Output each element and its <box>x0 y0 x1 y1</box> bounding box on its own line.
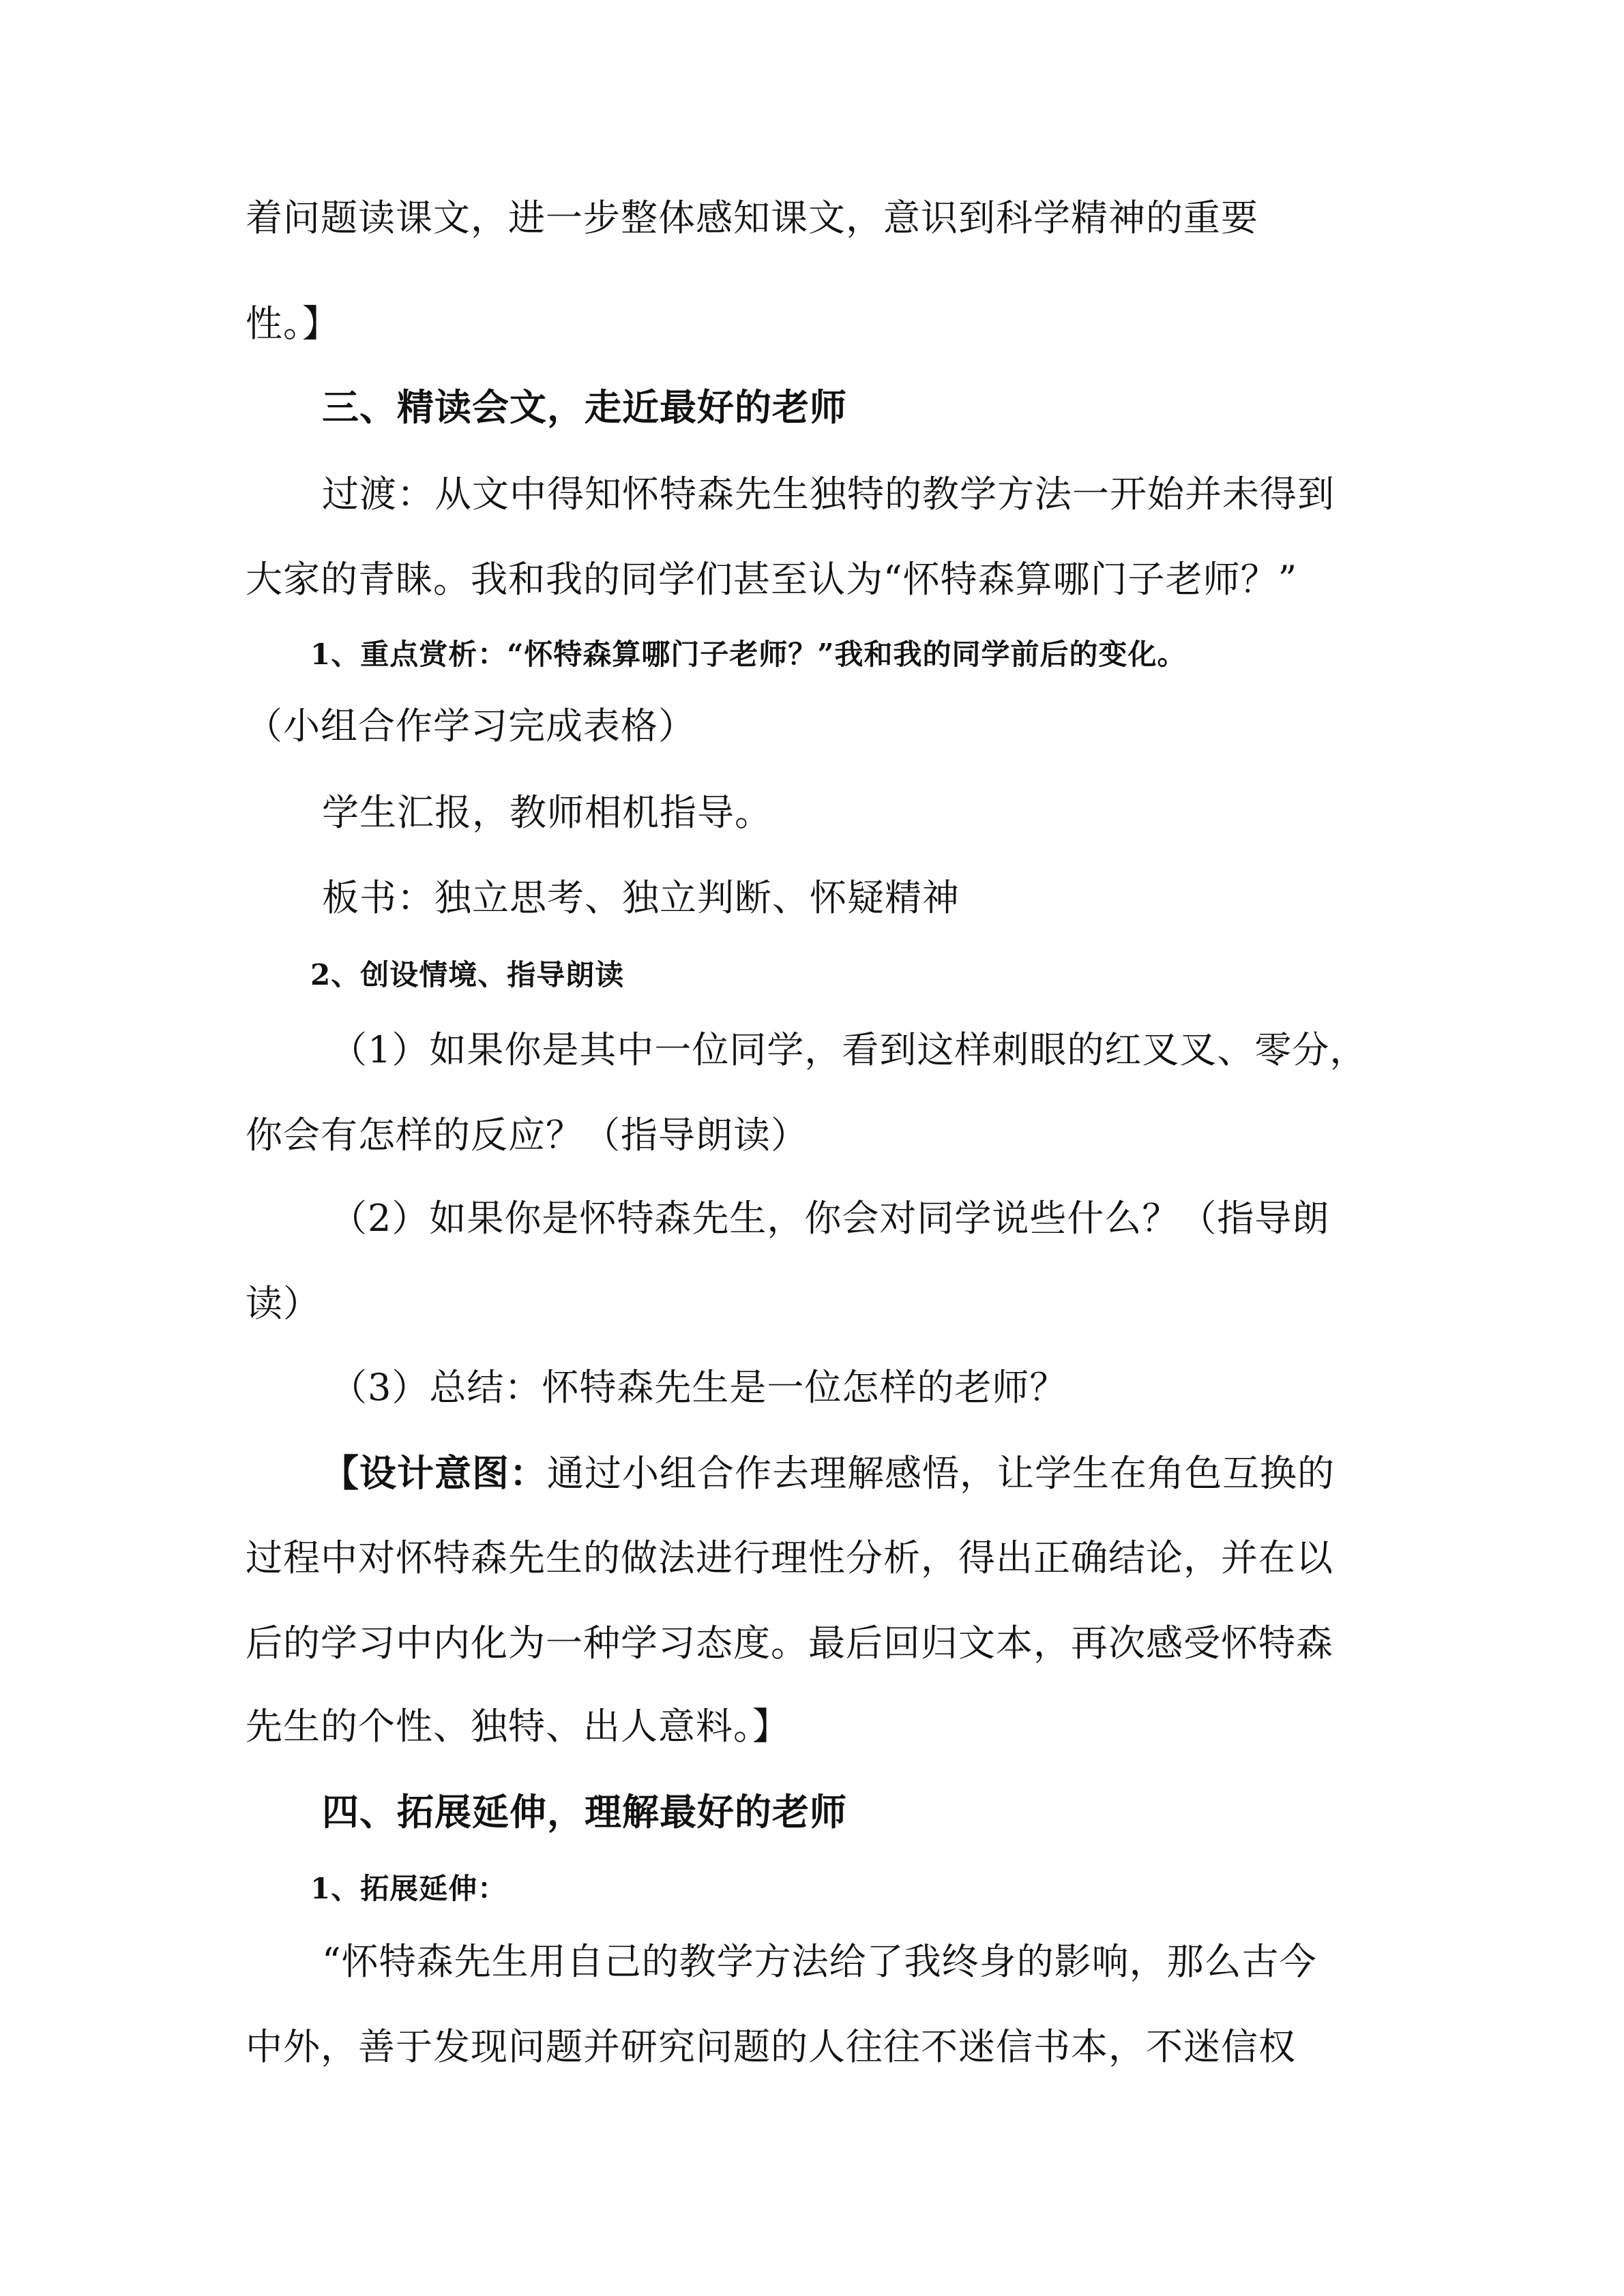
paragraph-line: （1）如果你是其中一位同学，看到这样刺眼的红叉叉、零分， <box>330 1028 1368 1071</box>
paragraph-line: 性。】 <box>246 302 340 345</box>
paragraph-line: 中外，善于发现问题并研究问题的人往往不迷信书本，不迷信权 <box>246 2025 1296 2068</box>
section-heading: 四、拓展延伸，理解最好的老师 <box>322 1790 847 1834</box>
paragraph-line: 学生汇报，教师相机指导。 <box>322 791 772 834</box>
subsection-heading: 2、创设情境、指导朗读 <box>310 958 625 992</box>
paragraph-line: 读） <box>246 1282 321 1325</box>
section-heading: 三、精读会文，走近最好的老师 <box>322 385 847 429</box>
paragraph-line: 着问题读课文，进一步整体感知课文，意识到科学精神的重要 <box>246 196 1258 239</box>
paragraph-line: （3）总结：怀特森先生是一位怎样的老师？ <box>330 1366 1067 1409</box>
paragraph-line: 过程中对怀特森先生的做法进行理性分析，得出正确结论，并在以 <box>246 1536 1333 1579</box>
paragraph-line: 先生的个性、独特、出人意料。】 <box>246 1705 790 1748</box>
paragraph-line: 大家的青睐。我和我的同学们甚至认为“怀特森算哪门子老师？” <box>246 558 1298 601</box>
paragraph-line: （小组合作学习完成表格） <box>246 704 696 747</box>
paragraph-line: 过渡：从文中得知怀特森先生独特的教学方法一开始并未得到 <box>322 473 1335 516</box>
subsection-heading: 1、重点赏析：“怀特森算哪门子老师？”我和我的同学前后的变化。 <box>310 638 1187 671</box>
design-intent-text: 通过小组合作去理解感悟，让学生在角色互换的 <box>547 1452 1335 1495</box>
design-intent-label: 【设计意图： <box>322 1451 547 1495</box>
subsection-heading: 1、拓展延伸： <box>310 1872 507 1905</box>
paragraph-line: （2）如果你是怀特森先生，你会对同学说些什么？（指导朗 <box>330 1197 1330 1240</box>
paragraph-line: 板书：独立思考、独立判断、怀疑精神 <box>322 876 960 919</box>
paragraph-line: “怀特森先生用自己的教学方法给了我终身的影响，那么古今 <box>322 1940 1317 1983</box>
paragraph-line: 后的学习中内化为一种学习态度。最后回归文本，再次感受怀特森 <box>246 1622 1333 1665</box>
paragraph-line: 你会有怎样的反应？（指导朗读） <box>246 1114 808 1157</box>
design-intent-line <box>322 1449 1335 1497</box>
